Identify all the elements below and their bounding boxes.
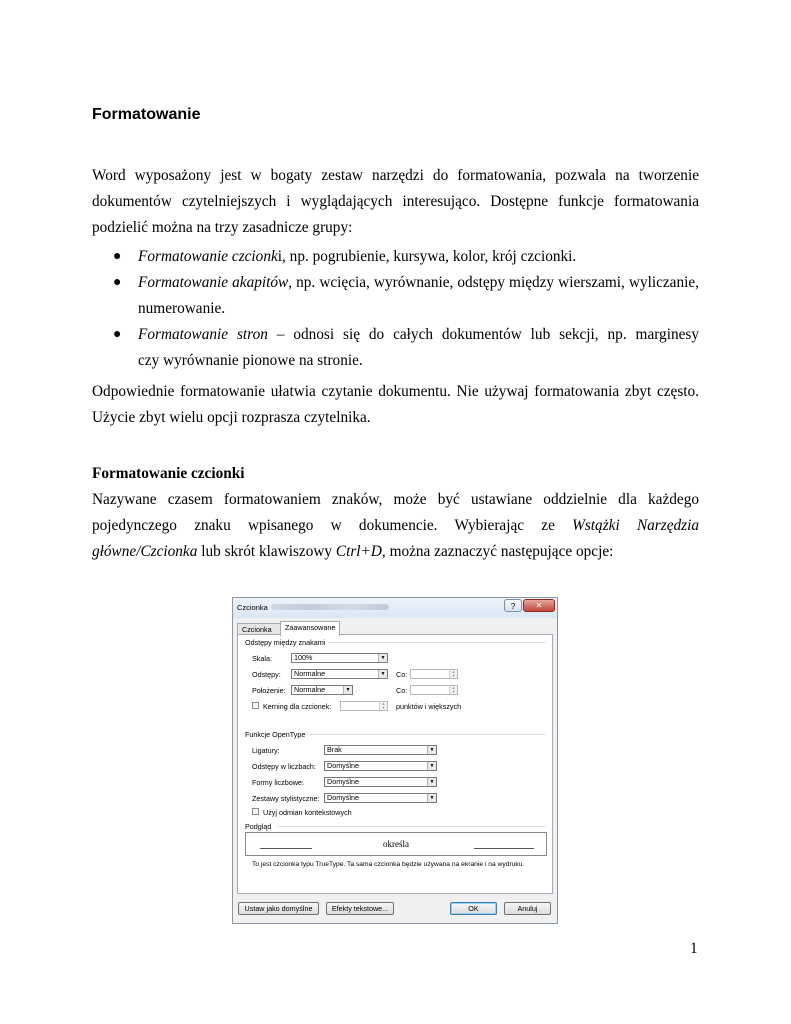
intro-line: podzielić można na trzy zasadnicze grupy: (92, 219, 353, 236)
number-forms-select[interactable]: Domyślne ▼ (324, 777, 437, 787)
contextual-checkbox[interactable] (252, 808, 259, 815)
scale-label: Skala: (252, 654, 272, 663)
bullet-icon: ● (113, 249, 122, 264)
group-opentype-title: Funkcje OpenType (245, 730, 306, 739)
intro-paragraph (92, 163, 699, 241)
dialog-title-bar (233, 598, 557, 618)
contextual-label: Użyj odmian kontekstowych (263, 808, 352, 817)
section-heading: Formatowanie czcionki (92, 465, 245, 482)
group-spacing-title: Odstępy między znakami (245, 638, 326, 647)
intro-line: Word wyposażony jest w bogaty zestaw narzędzi do formatowania, pozwala na tworzenie (92, 167, 699, 184)
position-label: Położenie: (252, 686, 286, 695)
stylistic-sets-label: Zestawy stylistyczne: (252, 794, 320, 803)
kerning-label: Kerning dla czcionek: (263, 702, 332, 711)
help-button[interactable]: ? (504, 599, 522, 612)
page-number: 1 (690, 940, 698, 957)
number-forms-label: Formy liczbowe: (252, 778, 304, 787)
divider (278, 826, 546, 827)
list-item: ● Formatowanie akapitów, np. wcięcia, wyrównanie, odstępy między wierszami, wyliczanie, numerowanie. (92, 270, 699, 322)
chevron-down-icon: ▼ (427, 762, 436, 770)
position-by-input[interactable] (410, 685, 458, 695)
advanced-panel (237, 634, 553, 894)
kerning-input[interactable] (340, 701, 388, 711)
group-preview-title: Podgląd (245, 822, 272, 831)
format-groups-list (92, 244, 699, 374)
divider (310, 734, 546, 735)
stylistic-sets-select[interactable]: Domyślne ▼ (324, 793, 437, 803)
page-heading: Formatowanie (92, 106, 201, 123)
preview-line (474, 848, 534, 849)
spinner-icon: ▲ ▼ (379, 702, 387, 710)
ok-button[interactable]: OK (450, 902, 497, 915)
chevron-down-icon: ▼ (378, 654, 387, 662)
close-button[interactable]: ✕ (523, 599, 555, 612)
number-spacing-select[interactable]: Domyślne ▼ (324, 761, 437, 771)
scale-select[interactable]: 100% ▼ (291, 653, 388, 663)
intro-line: dokumentów czytelniejszych i wyglądających interesująco. Dostępne funkcje formatowania (92, 193, 699, 210)
list-item: ● Formatowanie stron – odnosi się do całych dokumentów lub sekcji, np. marginesy czy wyrównanie pionowe na stronie. (92, 322, 699, 374)
spinner-icon: ▲ ▼ (449, 670, 457, 678)
text-effects-button[interactable]: Efekty tekstowe... (326, 902, 394, 915)
set-default-button[interactable]: Ustaw jako domyślne (238, 902, 319, 915)
chevron-down-icon: ▼ (427, 794, 436, 802)
divider (328, 642, 546, 643)
dialog-title: Czcionka (237, 603, 268, 612)
chevron-down-icon: ▼ (427, 746, 436, 754)
spacing-label: Odstępy: (252, 670, 281, 679)
font-dialog-screenshot (232, 597, 558, 924)
ligatures-select[interactable]: Brak ▼ (324, 745, 437, 755)
cancel-button[interactable]: Anuluj (504, 902, 551, 915)
spacing-select[interactable]: Normalne ▼ (291, 669, 388, 679)
bullet-icon: ● (113, 327, 122, 342)
blurred-title-text (271, 604, 389, 610)
tab-zaawansowane[interactable]: Zaawansowane (280, 621, 340, 636)
ligatures-label: Ligatury: (252, 746, 280, 755)
preview-text: określa (383, 839, 409, 849)
chevron-down-icon: ▼ (427, 778, 436, 786)
kerning-suffix: punktów i większych (396, 702, 462, 711)
chevron-down-icon: ▼ (378, 670, 387, 678)
number-spacing-label: Odstępy w liczbach: (252, 762, 316, 771)
spinner-icon: ▲ ▼ (449, 686, 457, 694)
closing-paragraph: Odpowiednie formatowanie ułatwia czytanie dokumentu. Nie używaj formatowania zbyt często. Użycie zbyt wielu opcji rozprasza czytelnika. (92, 383, 699, 426)
section-paragraph: Nazywane czasem formatowaniem znaków, może być ustawiane oddzielnie dla każdego pojedynczego znaku wpisanego w dokumencie. Wybierając ze Wstążki Narzędzia główne/Czcionka lub skrót klawiszowy Ctrl+D, można zaznaczyć następujące opcje: (92, 491, 699, 560)
chevron-down-icon: ▼ (343, 686, 352, 694)
preview-box (245, 832, 547, 856)
tab-czcionka[interactable]: Czcionka (237, 623, 281, 635)
position-by-label: Co: (396, 686, 408, 695)
position-select[interactable]: Normalne ▼ (291, 685, 353, 695)
bullet-icon: ● (113, 275, 122, 290)
spacing-by-label: Co: (396, 670, 408, 679)
spacing-by-input[interactable] (410, 669, 458, 679)
list-item: ● Formatowanie czcionki, np. pogrubienie, kursywa, kolor, krój czcionki. (92, 244, 699, 270)
kerning-checkbox[interactable] (252, 702, 259, 709)
truetype-note: To jest czcionka typu TrueType. Ta sama czcionka będzie używana na ekranie i na wydruku. (252, 861, 525, 868)
